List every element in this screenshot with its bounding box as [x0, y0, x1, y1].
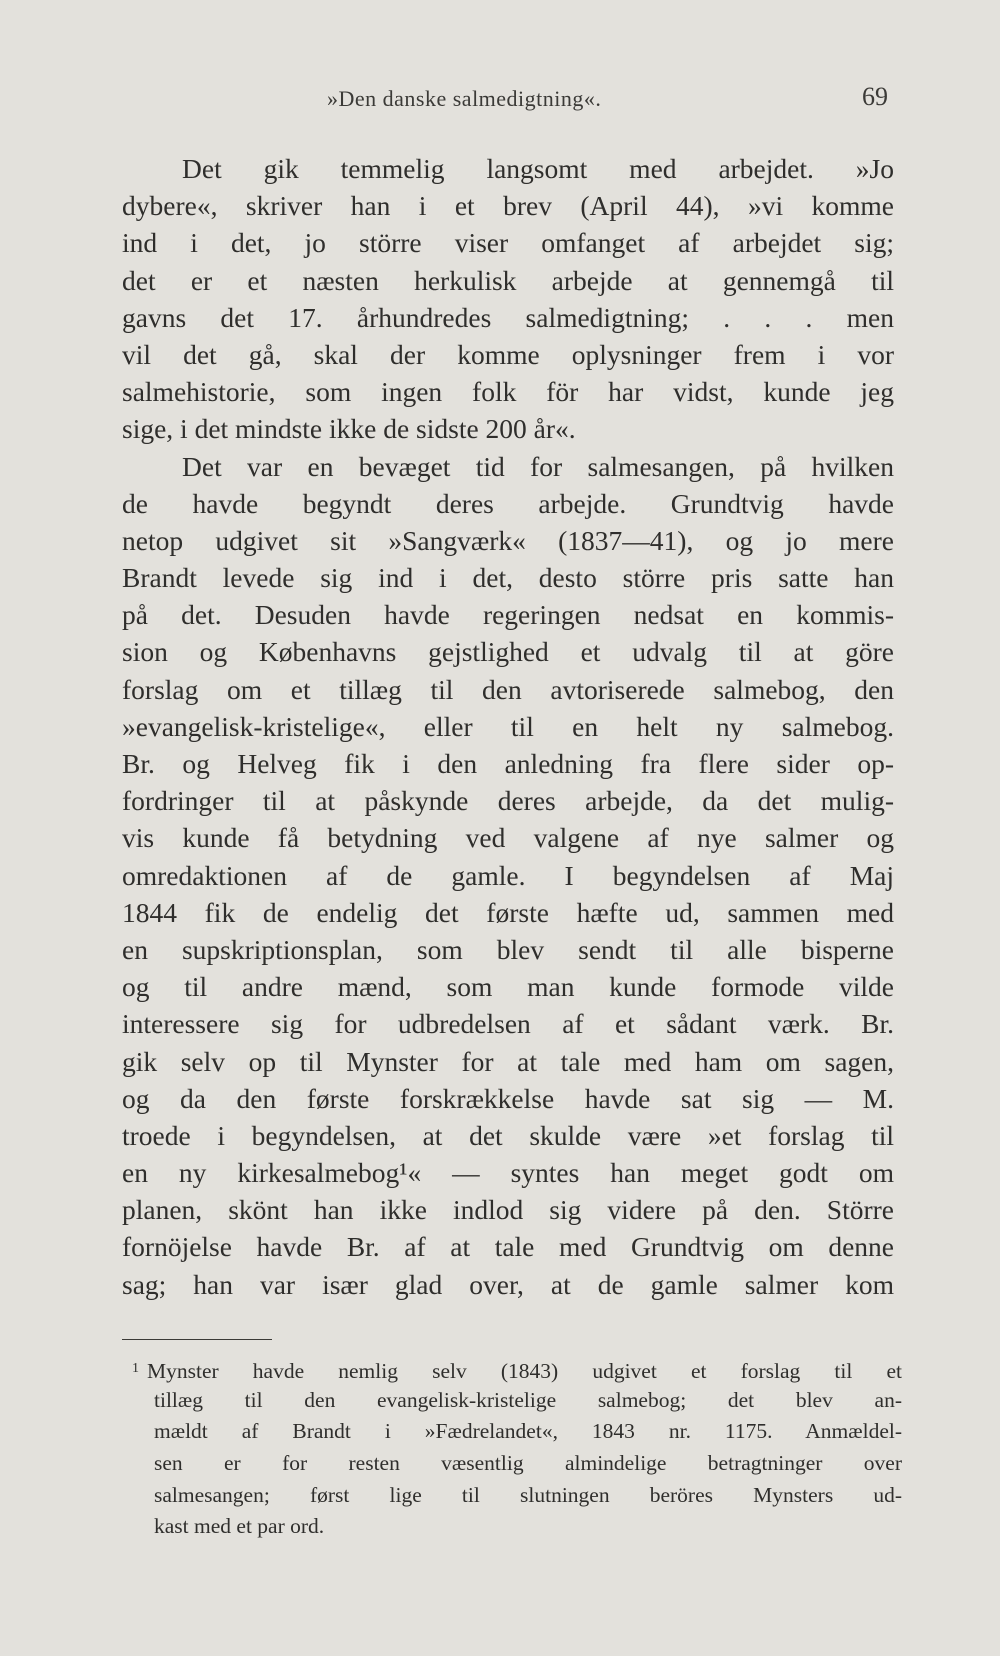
footnote-line — [132, 1353, 902, 1385]
text-line: dybere«, skriver han i et brev (April 44), »vi komme — [122, 190, 894, 222]
text-line: ind i det, jo större viser omfanget af arbejdet sig; — [122, 227, 894, 259]
text-line: planen, skönt han ikke indlod sig videre på den. Större — [122, 1194, 894, 1226]
text-line: netop udgivet sit »Sangværk« (1837—41), og jo mere — [122, 524, 894, 556]
text-line: troede i begyndelsen, at det skulde være »et forslag til — [122, 1119, 894, 1151]
footnote-line: tillæg til den evangelisk-kristelige salmebog; det blev an- — [154, 1387, 902, 1412]
text-line: sion og Københavns gejstlighed et udvalg til at göre — [122, 636, 894, 668]
text-line: forslag om et tillæg til den avtoriserede salmebog, den — [122, 673, 894, 705]
page-number: 69 — [862, 82, 888, 111]
running-head — [122, 82, 894, 116]
text-line: interessere sig for udbredelsen af et sådant værk. Br. — [122, 1008, 894, 1040]
text-line: vil det gå, skal der komme oplysninger frem i vor — [122, 338, 894, 370]
footnote — [132, 1353, 902, 1543]
text-line: Det gik temmelig langsomt med arbejdet. »Jo — [182, 153, 894, 184]
text-line: og til andre mænd, som man kunde formode vilde — [122, 971, 894, 1003]
text-line: vis kunde få betydning ved valgene af nye salmer og — [122, 822, 894, 854]
text-line: omredaktionen af de gamle. I begyndelsen af Maj — [122, 859, 894, 891]
footnote-line: kast med et par ord. — [154, 1514, 325, 1539]
footnote-line: salmesangen; først lige til slutningen beröres Mynsters ud- — [154, 1482, 902, 1507]
running-title: »Den danske salmedigtning«. — [327, 86, 602, 111]
text-line: det er et næsten herkulisk arbejde at gennemgå til — [122, 264, 894, 296]
text-line: Brandt levede sig ind i det, desto större pris satte han — [122, 562, 894, 594]
text-line: sige, i det mindste ikke de sidste 200 år«. — [122, 413, 576, 445]
text-line: på det. Desuden havde regeringen nedsat en kommis- — [122, 599, 894, 631]
text-line: fordringer til at påskynde deres arbejde, da det mulig- — [122, 785, 894, 817]
text-line: fornöjelse havde Br. af at tale med Grundtvig om denne — [122, 1231, 894, 1263]
text-line: salmehistorie, som ingen folk för har vidst, kunde jeg — [122, 376, 894, 408]
text-line: »evangelisk-kristelige«, eller til en helt ny salmebog. — [122, 710, 894, 742]
footnote-line: mældt af Brandt i »Fædrelandet«, 1843 nr. 1175. Anmældel- — [154, 1419, 902, 1444]
text-line: 1844 fik de endelig det første hæfte ud, sammen med — [122, 896, 894, 928]
text-line: gik selv op til Mynster for at tale med ham om sagen, — [122, 1045, 894, 1077]
text-line: de havde begyndt deres arbejde. Grundtvig havde — [122, 487, 894, 519]
text-line: gavns det 17. århundredes salmedigtning; . . . men — [122, 301, 894, 333]
text-line: en supskriptionsplan, som blev sendt til alle bisperne — [122, 933, 894, 965]
footnote-text: Mynster havde nemlig selv (1843) udgivet et forslag til et — [147, 1359, 902, 1383]
text-line: og da den første forskrækkelse havde sat sig — M. — [122, 1082, 894, 1114]
text-line: en ny kirkesalmebog¹« — syntes han meget godt om — [122, 1157, 894, 1189]
footnote-divider — [122, 1339, 272, 1340]
text-line: Br. og Helveg fik i den anledning fra flere sider op- — [122, 748, 894, 779]
body-text — [122, 150, 894, 1303]
footnote-marker: 1 — [132, 1361, 139, 1376]
footnote-line: sen er for resten væsentlig almindelige betragtninger over — [154, 1451, 902, 1476]
text-line: sag; han var især glad over, at de gamle salmer kom — [122, 1268, 894, 1300]
text-line: Det var en bevæget tid for salmesangen, på hvilken — [182, 450, 894, 482]
